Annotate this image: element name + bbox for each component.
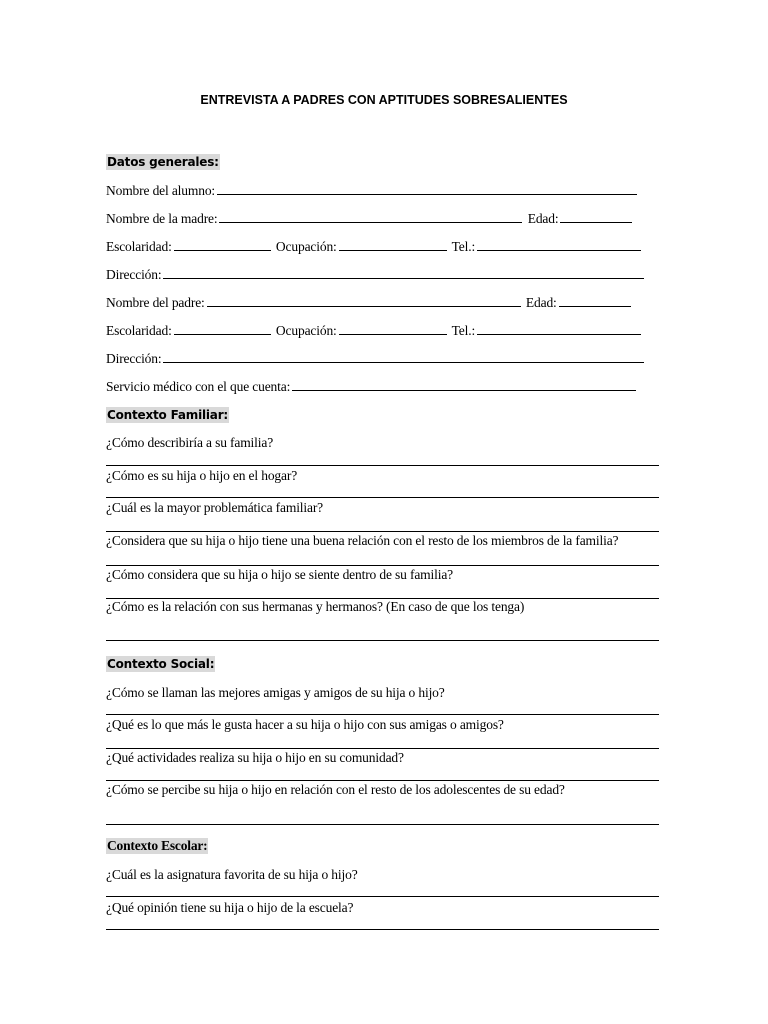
section-heading-social: Contexto Social:: [107, 657, 215, 671]
mother-schooling-field[interactable]: [174, 237, 271, 251]
father-phone-label: Tel.:: [451, 323, 476, 338]
mother-name-label: Nombre de la madre:: [106, 211, 218, 226]
mother-address-field[interactable]: [163, 265, 644, 279]
mother-schooling-label: Escolaridad:: [106, 239, 172, 254]
father-schooling-field[interactable]: [174, 321, 271, 335]
father-address-label: Dirección:: [106, 351, 162, 366]
section-heading-school: Contexto Escolar:: [107, 838, 208, 853]
social-question-3: ¿Qué actividades realiza su hija o hijo en su comunidad?: [106, 750, 404, 765]
father-phone-field[interactable]: [477, 321, 641, 335]
family-answer-line-1[interactable]: [106, 465, 659, 466]
social-answer-line-1[interactable]: [106, 714, 659, 715]
social-question-1: ¿Cómo se llaman las mejores amigas y amigos de su hija o hijo?: [106, 685, 445, 700]
father-age-field[interactable]: [559, 293, 631, 307]
mother-occupation-field[interactable]: [339, 237, 447, 251]
father-occupation-field[interactable]: [339, 321, 447, 335]
father-occupation-label: Ocupación:: [275, 323, 337, 338]
school-question-2: ¿Qué opinión tiene su hija o hijo de la escuela?: [106, 900, 354, 915]
father-schooling-label: Escolaridad:: [106, 323, 172, 338]
school-answer-line-1[interactable]: [106, 896, 659, 897]
family-question-4: ¿Considera que su hija o hijo tiene una buena relación con el resto de los miembros de la familia?: [106, 533, 619, 548]
student-name-field[interactable]: [217, 181, 637, 195]
family-answer-line-6[interactable]: [106, 640, 659, 641]
social-question-4: ¿Cómo se percibe su hija o hijo en relación con el resto de los adolescentes de su edad?: [106, 782, 565, 797]
mother-schooling-row: [106, 237, 643, 256]
mother-phone-field[interactable]: [477, 237, 641, 251]
father-age-label: Edad:: [525, 295, 557, 310]
medical-service-label: Servicio médico con el que cuenta:: [106, 379, 291, 394]
medical-service-row: [106, 377, 638, 396]
father-schooling-row: [106, 321, 643, 340]
mother-phone-label: Tel.:: [451, 239, 476, 254]
mother-occupation-label: Ocupación:: [275, 239, 337, 254]
mother-name-row: [106, 209, 634, 228]
social-question-2: ¿Qué es lo que más le gusta hacer a su hija o hijo con sus amigas o amigos?: [106, 717, 504, 732]
father-name-label: Nombre del padre:: [106, 295, 205, 310]
mother-age-label: Edad:: [527, 211, 559, 226]
student-name-label: Nombre del alumno:: [106, 183, 216, 198]
mother-name-field[interactable]: [219, 209, 522, 223]
mother-address-label: Dirección:: [106, 267, 162, 282]
social-answer-line-4[interactable]: [106, 824, 659, 825]
school-answer-line-2[interactable]: [106, 929, 659, 930]
father-address-row: [106, 349, 646, 368]
mother-age-field[interactable]: [560, 209, 632, 223]
father-address-field[interactable]: [163, 349, 644, 363]
section-heading-family: Contexto Familiar:: [107, 408, 229, 422]
family-answer-line-2[interactable]: [106, 497, 659, 498]
family-question-6: ¿Cómo es la relación con sus hermanas y hermanos? (En caso de que los tenga): [106, 599, 525, 614]
family-question-2: ¿Cómo es su hija o hijo en el hogar?: [106, 468, 298, 483]
mother-address-row: [106, 265, 646, 284]
family-question-1: ¿Cómo describiría a su familia?: [106, 435, 274, 450]
family-question-3: ¿Cuál es la mayor problemática familiar?: [106, 500, 324, 515]
section-heading-general: Datos generales:: [107, 155, 219, 169]
father-name-row: [106, 293, 633, 312]
father-name-field[interactable]: [207, 293, 521, 307]
student-name-row: [106, 181, 639, 200]
school-question-1: ¿Cuál es la asignatura favorita de su hija o hijo?: [106, 867, 358, 882]
family-question-5: ¿Cómo considera que su hija o hijo se siente dentro de su familia?: [106, 567, 454, 582]
medical-service-field[interactable]: [292, 377, 636, 391]
document-title: ENTREVISTA A PADRES CON APTITUDES SOBRESALIENTES: [200, 93, 568, 107]
